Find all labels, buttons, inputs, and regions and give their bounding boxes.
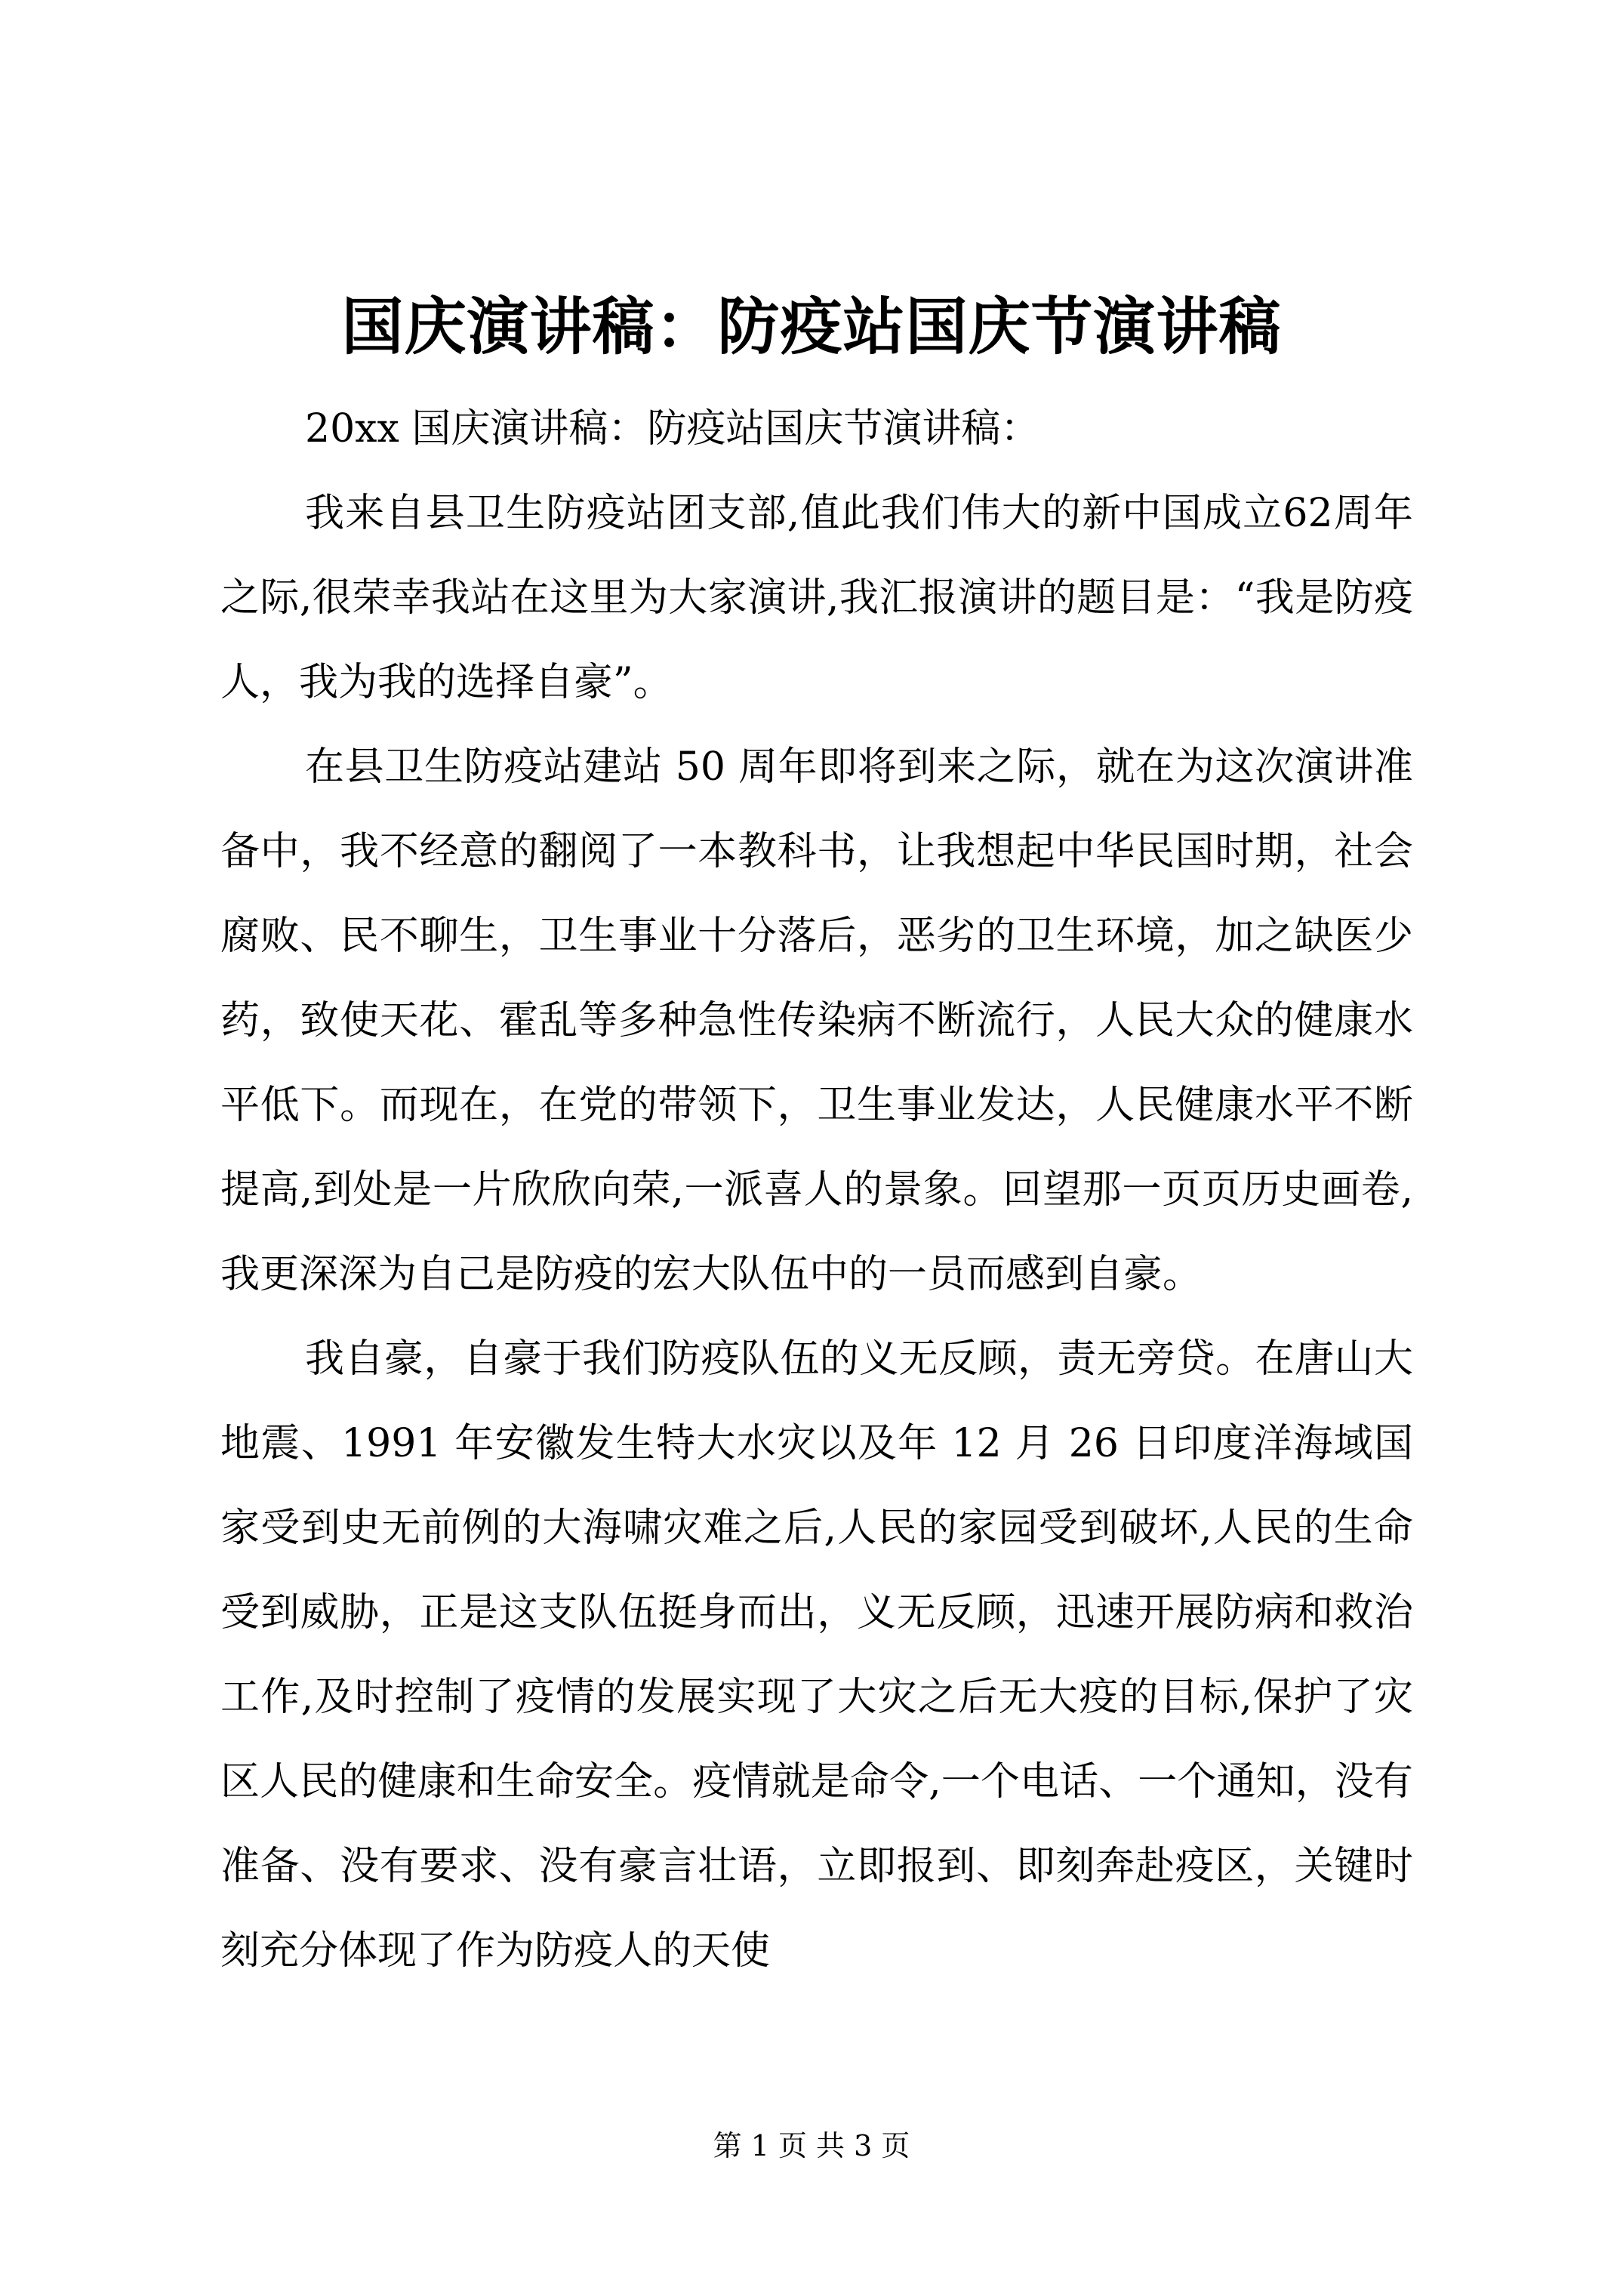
page-number-footer: 第 1 页 共 3 页 [713, 2129, 910, 2162]
paragraph: 在县卫生防疫站建站 50 周年即将到来之际，就在为这次演讲准备中，我不经意的翻阅了一本教科书，让我想起中华民国时期，社会腐败、民不聊生，卫生事业十分落后，恶劣的卫生环境，加之缺医少药，致使天花、霍乱等多种急性传染病不断流行，人民大众的健康水平低下。而现在，在党的带领下，卫生事业发达，人民健康水平不断提高,到处是一片欣欣向荣,一派喜人的景象。回望那一页页历史画卷,我更深深为自己是防疫的宏大队伍中的一员而感到自豪。 [220, 744, 1413, 1297]
document-body [220, 387, 1413, 1993]
document-title: 国庆演讲稿：防疫站国庆节演讲稿 [341, 291, 1282, 363]
paragraph: 我自豪，自豪于我们防疫队伍的义无反顾，责无旁贷。在唐山大地震、1991 年安徽发生特大水灾以及年 12 月 26 日印度洋海域国家受到史无前例的大海啸灾难之后,人民的家园受到破坏,人民的生命受到威胁，正是这支队伍挺身而出，义无反顾，迅速开展防病和救治工作,及时控制了疫情的发展实现了大灾之后无大疫的目标,保护了灾区人民的健康和生命安全。疫情就是命令,一个电话、一个通知，没有准备、没有要求、没有豪言壮语，立即报到、即刻奔赴疫区，关键时刻充分体现了作为防疫人的天使 [220, 1336, 1413, 1974]
paragraph: 20xx 国庆演讲稿：防疫站国庆节演讲稿： [305, 406, 1040, 451]
paragraph: 我来自县卫生防疫站团支部,值此我们伟大的新中国成立62周年之际,很荣幸我站在这里为大家演讲,我汇报演讲的题目是：“我是防疫人，我为我的选择自豪”。 [220, 491, 1413, 705]
